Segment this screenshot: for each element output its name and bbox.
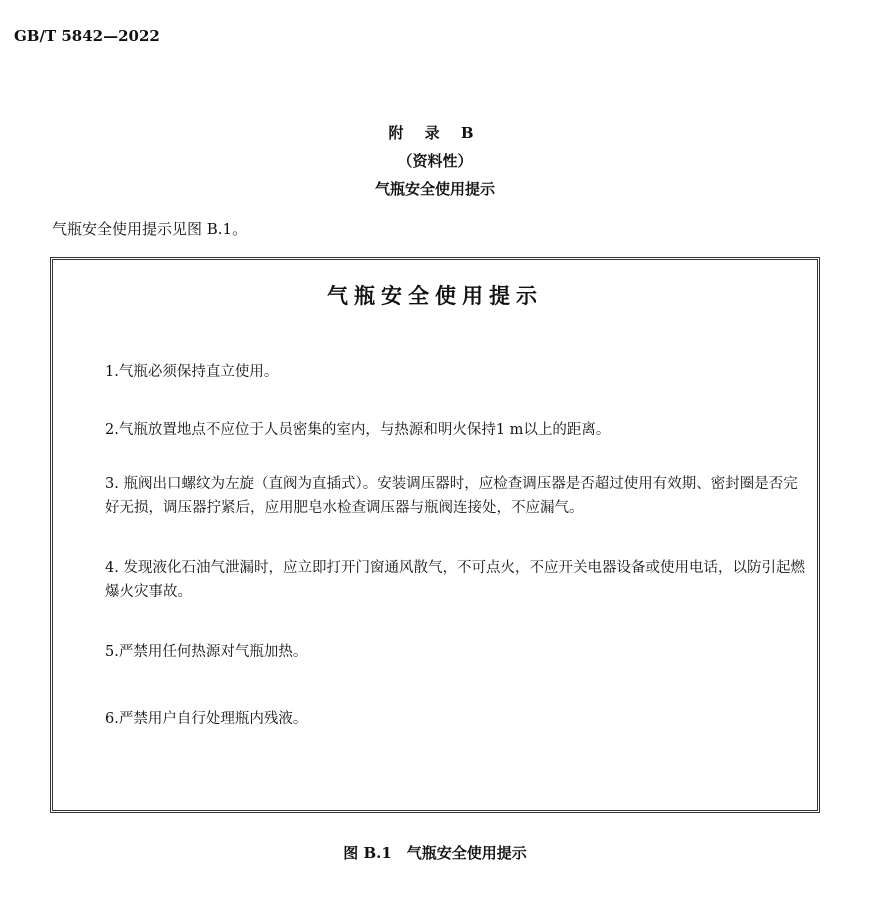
- figure-title: 气瓶安全使用提示: [327, 283, 543, 308]
- standard-number: GB/T 5842—2022: [14, 27, 160, 45]
- figure-box: [50, 257, 820, 813]
- appendix-subtitle: 气瓶安全使用提示: [374, 180, 495, 198]
- list-item: 3. 瓶阀出口螺纹为左旋（直阀为直插式）。安装调压器时，应检查调压器是否超过使用有效期、密封圈是否完好无损，调压器拧紧后，应用肥皂水检查调压器与瓶阀连接处，不应漏气。: [105, 476, 798, 516]
- intro-text: 气瓶安全使用提示见图 B.1。: [52, 220, 248, 238]
- appendix-type: （资料性）: [397, 152, 473, 170]
- figure-caption: 图 B.1 气瓶安全使用提示: [343, 844, 527, 862]
- list-item: 2.气瓶放置地点不应位于人员密集的室内，与热源和明火保持1 m以上的距离。: [105, 422, 611, 438]
- appendix-title: 附 录 B: [388, 124, 482, 142]
- list-item: 5.严禁用任何热源对气瓶加热。: [105, 644, 308, 660]
- list-item: 1.气瓶必须保持直立使用。: [105, 364, 279, 380]
- list-item: 4. 发现液化石油气泄漏时，应立即打开门窗通风散气，不可点火，不应开关电器设备或使用电话，以防引起燃爆火灾事故。: [105, 560, 805, 600]
- list-item: 6.严禁用户自行处理瓶内残液。: [105, 711, 308, 727]
